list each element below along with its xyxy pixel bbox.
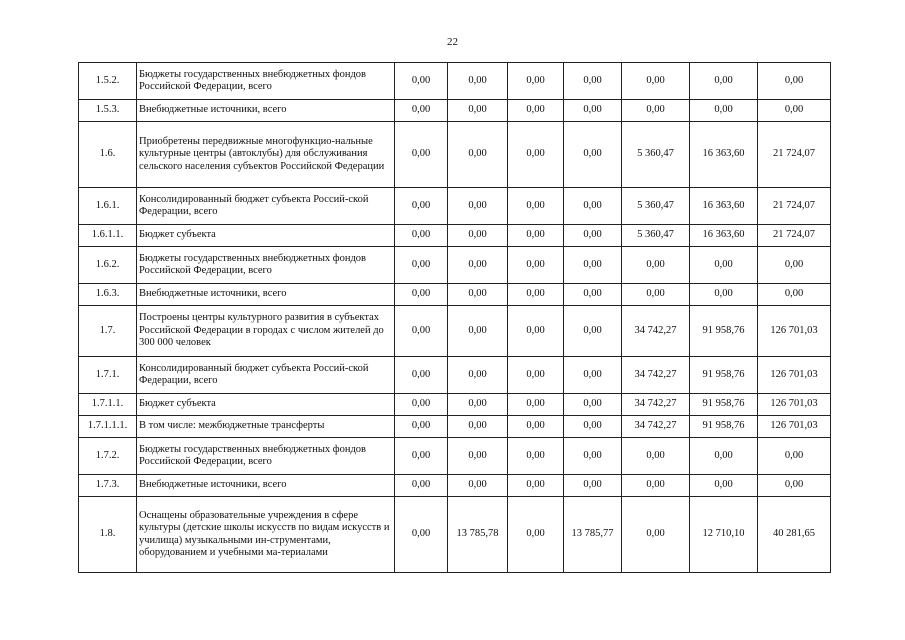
row-value-6: 16 363,60	[690, 122, 758, 188]
row-value-1: 0,00	[395, 416, 448, 438]
row-value-7: 21 724,07	[758, 188, 831, 225]
row-value-4: 0,00	[564, 438, 622, 475]
row-value-2: 0,00	[448, 394, 508, 416]
row-name: Внебюджетные источники, всего	[137, 284, 395, 306]
row-code: 1.8.	[79, 497, 137, 573]
row-value-1: 0,00	[395, 100, 448, 122]
row-value-2: 0,00	[448, 416, 508, 438]
row-value-7: 0,00	[758, 475, 831, 497]
row-value-3: 0,00	[508, 394, 564, 416]
row-value-4: 0,00	[564, 188, 622, 225]
row-value-4: 0,00	[564, 225, 622, 247]
row-name: Внебюджетные источники, всего	[137, 100, 395, 122]
row-code: 1.5.2.	[79, 63, 137, 100]
row-value-4: 0,00	[564, 247, 622, 284]
row-name: Бюджет субъекта	[137, 394, 395, 416]
row-value-7: 21 724,07	[758, 225, 831, 247]
row-value-2: 0,00	[448, 475, 508, 497]
row-code: 1.5.3.	[79, 100, 137, 122]
row-value-5: 34 742,27	[622, 306, 690, 357]
row-value-5: 0,00	[622, 438, 690, 475]
row-code: 1.6.3.	[79, 284, 137, 306]
table-row	[79, 306, 831, 357]
row-value-6: 16 363,60	[690, 225, 758, 247]
row-value-4: 0,00	[564, 63, 622, 100]
row-value-5: 0,00	[622, 247, 690, 284]
row-value-7: 40 281,65	[758, 497, 831, 573]
row-value-2: 0,00	[448, 122, 508, 188]
row-value-5: 34 742,27	[622, 394, 690, 416]
row-value-5: 0,00	[622, 497, 690, 573]
row-value-1: 0,00	[395, 122, 448, 188]
table-row	[79, 475, 831, 497]
row-value-7: 126 701,03	[758, 416, 831, 438]
row-value-3: 0,00	[508, 188, 564, 225]
row-value-5: 5 360,47	[622, 225, 690, 247]
table-row	[79, 225, 831, 247]
row-name: Внебюджетные источники, всего	[137, 475, 395, 497]
row-value-2: 0,00	[448, 63, 508, 100]
row-value-7: 0,00	[758, 247, 831, 284]
row-value-6: 12 710,10	[690, 497, 758, 573]
table-row	[79, 394, 831, 416]
row-value-4: 0,00	[564, 122, 622, 188]
row-value-6: 91 958,76	[690, 416, 758, 438]
row-value-7: 0,00	[758, 63, 831, 100]
row-value-7: 0,00	[758, 284, 831, 306]
row-value-1: 0,00	[395, 306, 448, 357]
row-value-1: 0,00	[395, 497, 448, 573]
row-value-3: 0,00	[508, 122, 564, 188]
row-value-1: 0,00	[395, 225, 448, 247]
row-value-2: 0,00	[448, 247, 508, 284]
row-value-3: 0,00	[508, 416, 564, 438]
row-value-3: 0,00	[508, 357, 564, 394]
table-row	[79, 122, 831, 188]
row-value-7: 0,00	[758, 100, 831, 122]
table-row	[79, 438, 831, 475]
row-value-3: 0,00	[508, 100, 564, 122]
table-row	[79, 357, 831, 394]
row-value-2: 0,00	[448, 225, 508, 247]
row-value-5: 0,00	[622, 475, 690, 497]
row-value-1: 0,00	[395, 188, 448, 225]
row-value-1: 0,00	[395, 438, 448, 475]
row-value-5: 34 742,27	[622, 416, 690, 438]
row-value-6: 16 363,60	[690, 188, 758, 225]
row-value-7: 126 701,03	[758, 394, 831, 416]
row-value-4: 0,00	[564, 100, 622, 122]
table-row	[79, 63, 831, 100]
row-name: Консолидированный бюджет субъекта Россий-ской Федерации, всего	[137, 188, 395, 225]
row-value-2: 0,00	[448, 357, 508, 394]
row-value-2: 0,00	[448, 438, 508, 475]
row-name: Консолидированный бюджет субъекта Россий-ской Федерации, всего	[137, 357, 395, 394]
row-value-4: 0,00	[564, 475, 622, 497]
row-code: 1.7.1.	[79, 357, 137, 394]
row-value-7: 0,00	[758, 438, 831, 475]
row-name: В том числе: межбюджетные трансферты	[137, 416, 395, 438]
row-value-5: 5 360,47	[622, 188, 690, 225]
row-value-3: 0,00	[508, 438, 564, 475]
row-value-3: 0,00	[508, 306, 564, 357]
row-value-6: 0,00	[690, 247, 758, 284]
row-value-1: 0,00	[395, 394, 448, 416]
row-name: Построены центры культурного развития в субъектах Российской Федерации в городах с числом жителей до 300 000 человек	[137, 306, 395, 357]
page-number: 22	[447, 36, 458, 48]
row-code: 1.7.3.	[79, 475, 137, 497]
row-value-1: 0,00	[395, 357, 448, 394]
row-value-4: 13 785,77	[564, 497, 622, 573]
row-code: 1.6.1.	[79, 188, 137, 225]
row-value-6: 0,00	[690, 475, 758, 497]
row-value-3: 0,00	[508, 284, 564, 306]
row-value-2: 0,00	[448, 100, 508, 122]
row-value-2: 0,00	[448, 188, 508, 225]
row-value-6: 0,00	[690, 100, 758, 122]
table-row	[79, 188, 831, 225]
row-name: Бюджеты государственных внебюджетных фондов Российской Федерации, всего	[137, 63, 395, 100]
row-code: 1.6.1.1.	[79, 225, 137, 247]
row-value-3: 0,00	[508, 63, 564, 100]
row-code: 1.7.1.1.	[79, 394, 137, 416]
row-value-7: 21 724,07	[758, 122, 831, 188]
row-value-1: 0,00	[395, 247, 448, 284]
row-code: 1.7.1.1.1.	[79, 416, 137, 438]
table-row	[79, 416, 831, 438]
row-value-4: 0,00	[564, 394, 622, 416]
row-value-5: 0,00	[622, 100, 690, 122]
row-value-4: 0,00	[564, 416, 622, 438]
table-row	[79, 497, 831, 573]
row-value-7: 126 701,03	[758, 357, 831, 394]
row-code: 1.7.2.	[79, 438, 137, 475]
row-name: Приобретены передвижные многофункцио-нальные культурные центры (автоклубы) для обслуживания сельского населения субъектов Российской Федерации	[137, 122, 395, 188]
row-value-3: 0,00	[508, 475, 564, 497]
table-row	[79, 247, 831, 284]
row-value-3: 0,00	[508, 225, 564, 247]
row-value-6: 91 958,76	[690, 394, 758, 416]
row-value-5: 0,00	[622, 63, 690, 100]
row-value-6: 91 958,76	[690, 306, 758, 357]
table-row	[79, 100, 831, 122]
row-value-2: 0,00	[448, 284, 508, 306]
row-value-7: 126 701,03	[758, 306, 831, 357]
row-value-5: 5 360,47	[622, 122, 690, 188]
row-value-6: 0,00	[690, 63, 758, 100]
row-value-4: 0,00	[564, 306, 622, 357]
row-value-6: 91 958,76	[690, 357, 758, 394]
row-code: 1.6.	[79, 122, 137, 188]
row-value-2: 0,00	[448, 306, 508, 357]
row-value-6: 0,00	[690, 284, 758, 306]
row-value-2: 13 785,78	[448, 497, 508, 573]
row-value-5: 0,00	[622, 284, 690, 306]
row-name: Бюджеты государственных внебюджетных фондов Российской Федерации, всего	[137, 247, 395, 284]
row-value-1: 0,00	[395, 63, 448, 100]
table-row	[79, 284, 831, 306]
row-value-1: 0,00	[395, 475, 448, 497]
row-code: 1.6.2.	[79, 247, 137, 284]
row-value-4: 0,00	[564, 357, 622, 394]
row-name: Оснащены образовательные учреждения в сфере культуры (детские школы искусств по видам искусств и училища) музыкальными ин-струментами, оборудованием и учебными ма-териалами	[137, 497, 395, 573]
budget-table	[78, 62, 831, 573]
row-value-3: 0,00	[508, 497, 564, 573]
row-name: Бюджет субъекта	[137, 225, 395, 247]
row-value-1: 0,00	[395, 284, 448, 306]
row-value-5: 34 742,27	[622, 357, 690, 394]
row-code: 1.7.	[79, 306, 137, 357]
row-name: Бюджеты государственных внебюджетных фондов Российской Федерации, всего	[137, 438, 395, 475]
row-value-4: 0,00	[564, 284, 622, 306]
row-value-3: 0,00	[508, 247, 564, 284]
row-value-6: 0,00	[690, 438, 758, 475]
